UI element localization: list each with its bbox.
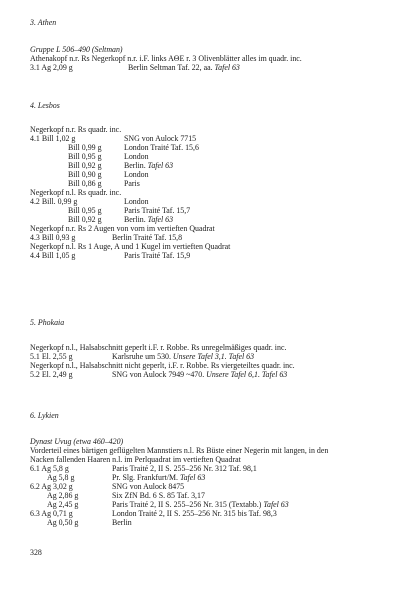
coin-reference: Paris Traité Taf. 15,7	[124, 206, 191, 215]
coin-description: Negerkopf n.l. Rs quadr. inc.	[30, 188, 122, 197]
coin-weight: 4.4 Bill 1,05 g	[30, 251, 76, 260]
section-subheading-lykien: Dynast Uvug (etwa 460–420)	[30, 437, 124, 446]
coin-reference: Berlin Seltman Taf. 22, aa. Tafel 63	[128, 63, 240, 72]
section-heading-phokaia: 5. Phokaia	[30, 318, 65, 327]
coin-weight: Bill 0,95 g	[68, 152, 102, 161]
coin-weight: Bill 0,86 g	[68, 179, 102, 188]
coin-reference: Berlin Traité Taf. 15,8	[112, 233, 183, 242]
coin-weight: 4.1 Bill 1,02 g	[30, 134, 76, 143]
coin-weight: 6.1 Ag 5,8 g	[30, 464, 69, 473]
coin-description: Vorderteil eines bärtigen geflügelten Mannstiers n.l. Rs Büste einer Negerin mit langen, in den	[30, 446, 329, 455]
coin-weight: 6.2 Ag 3,02 g	[30, 482, 73, 491]
coin-weight: Ag 0,50 g	[47, 518, 79, 527]
coin-weight: Bill 0,92 g	[68, 161, 102, 170]
coin-reference: London	[124, 197, 149, 206]
coin-weight: 5.1 El. 2,55 g	[30, 352, 73, 361]
section-heading-lesbos: 4. Lesbos	[30, 101, 60, 110]
coin-reference: Paris	[124, 179, 140, 188]
coin-description: Negerkopf n.l. Rs 1 Auge, A und 1 Kugel im vertieften Quadrat	[30, 242, 231, 251]
coin-reference: Karlsruhe um 530. Unsere Tafel 3,1. Tafel 63	[112, 352, 255, 361]
coin-weight: 5.2 El. 2,49 g	[30, 370, 73, 379]
coin-description: Negerkopf n.l., Halsabschnitt geperlt i.F. r. Robbe. Rs unregelmäßiges quadr. inc.	[30, 343, 287, 352]
coin-reference: Berlin	[112, 518, 132, 527]
coin-reference: Pr. Slg. Frankfurt/M. Tafel 63	[112, 473, 206, 482]
coin-reference: London Traité 2, II S. 255–256 Nr. 315 bis Taf. 98,3	[112, 509, 277, 518]
coin-reference: Paris Traité Taf. 15,9	[124, 251, 191, 260]
coin-reference: Paris Traité 2, II S. 255–256 Nr. 315 (Textabb.) Tafel 63	[112, 500, 289, 509]
coin-reference: SNG von Aulock 7715	[124, 134, 197, 143]
coin-weight: 4.3 Bill 0,93 g	[30, 233, 76, 242]
coin-weight: Ag 2,45 g	[47, 500, 79, 509]
coin-weight: Bill 0,90 g	[68, 170, 102, 179]
section-heading-athen: 3. Athen	[30, 18, 57, 27]
coin-weight: Ag 5,8 g	[47, 473, 75, 482]
coin-reference: London	[124, 152, 149, 161]
coin-reference: Paris Traité 2, II S. 255–256 Nr. 312 Taf. 98,1	[112, 464, 257, 473]
coin-description: Negerkopf n.r. Rs 2 Augen von vorn im vertieften Quadrat	[30, 224, 215, 233]
section-subheading-athen: Gruppe L 506–490 (Seltman)	[30, 45, 123, 54]
coin-reference: London Traité Taf. 15,6	[124, 143, 199, 152]
coin-weight: 3.1 Ag 2,09 g	[30, 63, 73, 72]
coin-weight: Bill 0,92 g	[68, 215, 102, 224]
page-number: 328	[30, 548, 42, 557]
coin-reference: SNG von Aulock 7949 ~470. Unsere Tafel 6,1. Tafel 63	[112, 370, 288, 379]
coin-reference: London	[124, 170, 149, 179]
coin-description: Nacken fallenden Haaren n.l. im Perlquadrat im vertieften Quadrat	[30, 455, 241, 464]
coin-weight: Bill 0,95 g	[68, 206, 102, 215]
section-heading-lykien: 6. Lykien	[30, 411, 59, 420]
coin-weight: Ag 2,86 g	[47, 491, 79, 500]
coin-description: Negerkopf n.r. Rs quadr. inc.	[30, 125, 122, 134]
coin-weight: 4.2 Bill. 0,99 g	[30, 197, 78, 206]
coin-reference: Six ZfN Bd. 6 S. 85 Taf. 3,17	[112, 491, 205, 500]
coin-weight: 6.3 Ag 0,71 g	[30, 509, 73, 518]
coin-weight: Bill 0,99 g	[68, 143, 102, 152]
coin-description: Negerkopf n.l., Halsabschnitt nicht geperlt, i.F. r. Robbe. Rs viergeteiltes quadr. inc.	[30, 361, 295, 370]
coin-description: Athenakopf n.r. Rs Negerkopf n.r. i.F. links AΘE r. 3 Olivenblätter alles im quadr. inc.	[30, 54, 302, 63]
coin-reference: Berlin. Tafel 63	[124, 215, 174, 224]
coin-reference: SNG von Aulock 8475	[112, 482, 185, 491]
coin-reference: Berlin. Tafel 63	[124, 161, 174, 170]
